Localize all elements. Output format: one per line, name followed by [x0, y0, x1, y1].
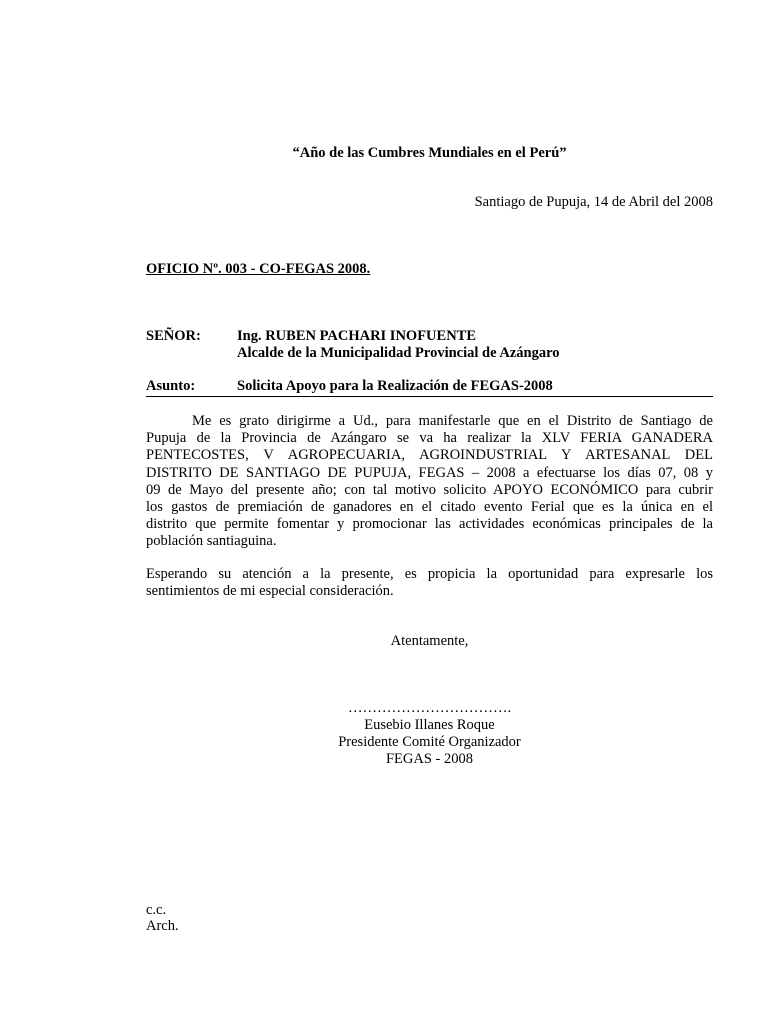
- body-line: distrito que permite fomentar y promocionar las actividades económicas principales de la: [146, 516, 713, 533]
- body-line: 09 de Mayo del presente año; con tal motivo solicito APOYO ECONÓMICO para cubrir: [146, 481, 713, 498]
- signature-role: Presidente Comité Organizador: [338, 734, 521, 750]
- footer-arch: Arch.: [146, 918, 179, 934]
- recipient-label: SEÑOR:: [146, 328, 201, 344]
- signature-org: FEGAS - 2008: [385, 751, 473, 767]
- body-line: población santiaguina.: [146, 533, 277, 550]
- motto: “Año de las Cumbres Mundiales en el Perú”: [292, 145, 567, 161]
- signature-line: …………………………….: [347, 700, 512, 716]
- body-line: los gastos de premiación de ganadores en el citado evento Ferial que es la única en el: [146, 499, 713, 516]
- footer-cc: c.c.: [146, 902, 167, 918]
- signature-name: Eusebio Illanes Roque: [364, 717, 495, 733]
- recipient-name: Ing. RUBEN PACHARI INOFUENTE: [237, 328, 477, 344]
- place-date: Santiago de Pupuja, 14 de Abril del 2008: [474, 194, 713, 210]
- body-paragraph-2: [146, 566, 713, 600]
- recipient-title: Alcalde de la Municipalidad Provincial de Azángaro: [237, 345, 560, 361]
- body-line: DISTRITO DE SANTIAGO DE PUPUJA, FEGAS – 2008 a efectuarse los días 07, 08 y: [146, 464, 713, 481]
- closing: Atentamente,: [390, 633, 469, 649]
- body-paragraph-1: [146, 413, 713, 551]
- body-line: Esperando su atención a la presente, es propicia la oportunidad para expresarle los: [146, 566, 713, 582]
- oficio-number: OFICIO Nº. 003 - CO-FEGAS 2008.: [146, 261, 371, 277]
- body-line: Pupuja de la Provincia de Azángaro se va ha realizar la XLV FERIA GANADERA: [146, 430, 713, 447]
- subject-text: Solicita Apoyo para la Realización de FEGAS-2008: [237, 378, 553, 394]
- body-line: sentimientos de mi especial consideración.: [146, 583, 394, 600]
- body-line: PENTECOSTES, V AGROPECUARIA, AGROINDUSTRIAL Y ARTESANAL DEL: [146, 447, 713, 464]
- subject-divider: [146, 396, 713, 397]
- subject-label: Asunto:: [146, 378, 196, 394]
- body-line: Me es grato dirigirme a Ud., para manifestarle que en el Distrito de Santiago de: [192, 413, 713, 429]
